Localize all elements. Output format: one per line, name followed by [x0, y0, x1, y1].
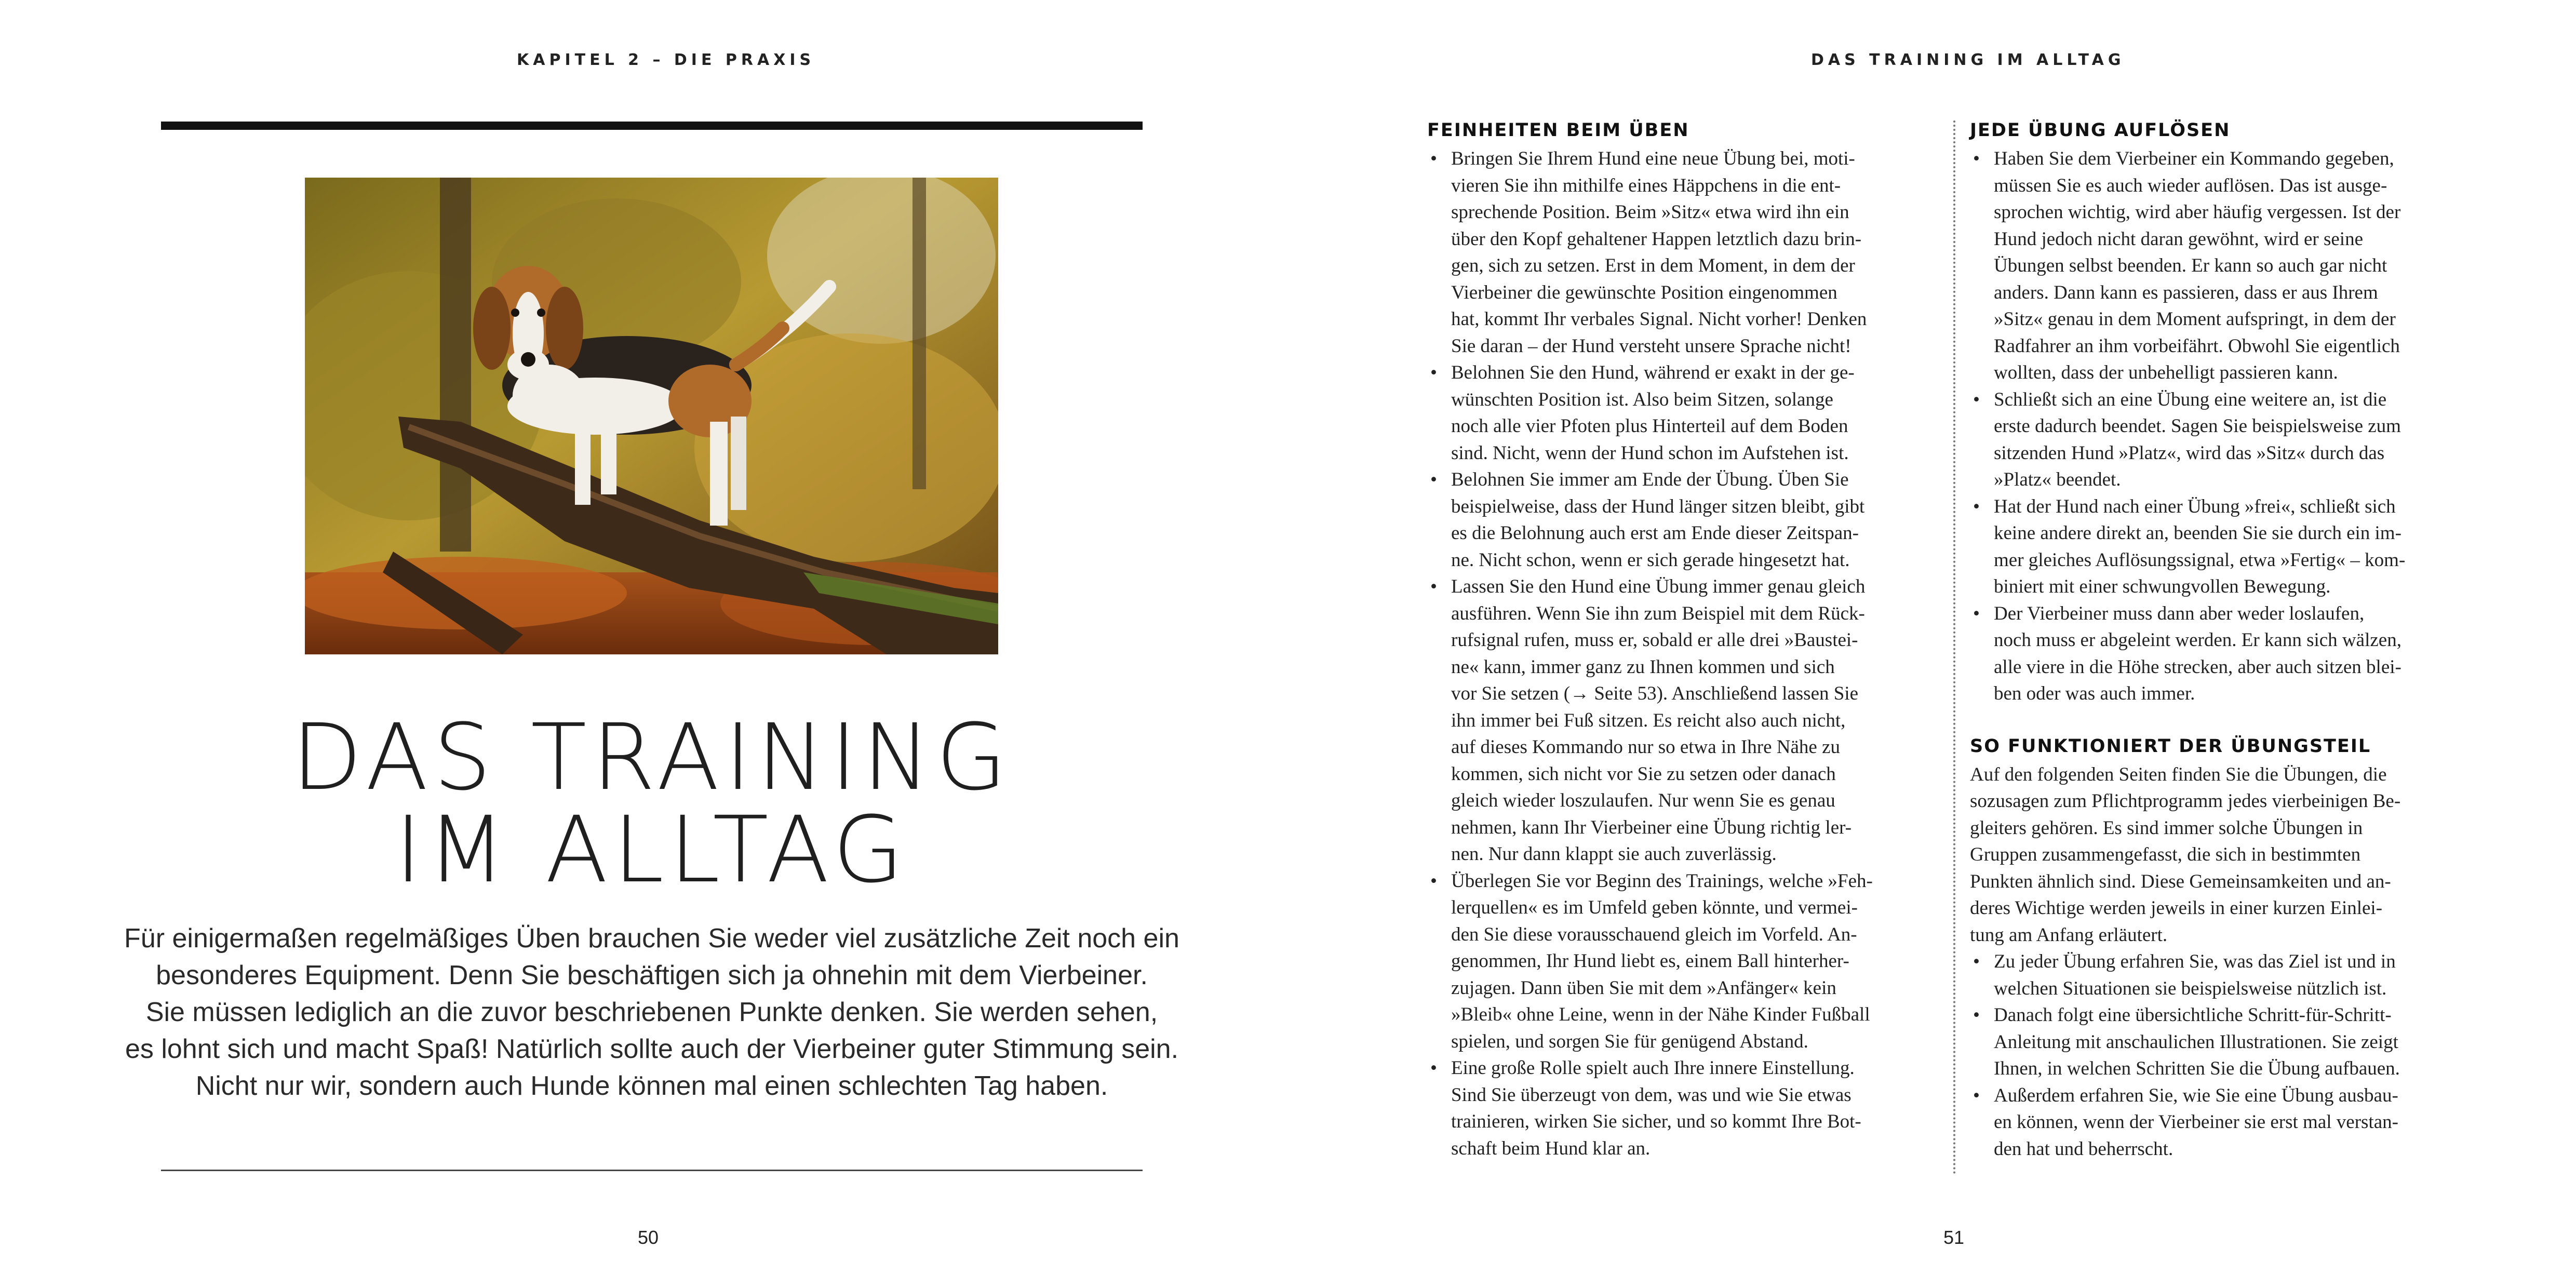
text-line: sind. Nicht, wenn der Hund schon im Aufstehen ist.	[1451, 442, 1849, 464]
text-line: mer gleiches Auflösungssignal, etwa »Fertig« – kom-	[1994, 549, 2406, 571]
text-line: Übungen selbst beenden. Er kann so auch gar nicht	[1994, 255, 2387, 276]
text-line: ben oder was auch immer.	[1994, 683, 2195, 704]
text-line: • Schließt sich an eine Übung eine weitere an, ist die	[1994, 388, 2387, 410]
text-line: »Platz« beendet.	[1994, 469, 2121, 490]
intro-line: Sie müssen lediglich an die zuvor beschriebenen Punkte denken. Sie werden sehen,	[145, 997, 1158, 1027]
chapter-title	[161, 704, 1143, 903]
column-divider	[1953, 120, 1955, 1175]
text-line: ne« kann, immer ganz zu Ihnen kommen und sich	[1451, 656, 1835, 678]
text-line: anders. Dann kann es passieren, dass er aus Ihrem	[1994, 281, 2378, 303]
text-line: vor Sie setzen (→ Seite 53). Anschließend lassen Sie	[1451, 683, 1859, 704]
bullet-item	[1427, 868, 1947, 1055]
bullet-list	[1427, 145, 1947, 1162]
text-line: gleiters gehören. Es sind immer solche Übungen in	[1970, 817, 2363, 839]
section-paragraph	[1970, 761, 2489, 949]
text-line: rufsignal rufen, muss er, sobald er alle drei »Baustei-	[1451, 629, 1858, 651]
column-right	[1970, 117, 2489, 1162]
text-line: »Bleib« ohne Leine, wenn in der Nähe Kinder Fußball	[1451, 1004, 1870, 1025]
bullet-item	[1427, 466, 1947, 573]
section-heading: FEINHEITEN BEIM ÜBEN	[1427, 120, 1689, 141]
text-line: alle viere in die Höhe strecken, aber auch sitzen blei-	[1994, 656, 2401, 678]
text-line: • Belohnen Sie den Hund, während er exakt in der ge-	[1451, 362, 1855, 383]
text-line: auf dieses Kommando nur so etwa in Ihre Nähe zu	[1451, 736, 1841, 758]
text-line: • Außerdem erfahren Sie, wie Sie eine Übung ausbau-	[1994, 1084, 2398, 1106]
text-line: »Sitz« genau in dem Moment aufspringt, in dem der	[1994, 308, 2396, 330]
text-line: deres Wichtige werden jeweils in einer kurzen Einlei-	[1970, 897, 2383, 919]
text-line: • Zu jeder Übung erfahren Sie, was das Ziel ist und in	[1994, 951, 2396, 972]
text-line: ausführen. Wenn Sie ihn zum Beispiel mit dem Rück-	[1451, 602, 1865, 624]
intro-line: es lohnt sich und macht Spaß! Natürlich sollte auch der Vierbeiner guter Stimmung sein.	[125, 1034, 1179, 1064]
intro-line: besonderes Equipment. Denn Sie beschäftigen sich ja ohnehin mit dem Vierbeiner.	[156, 960, 1148, 990]
text-line: en können, wenn der Vierbeiner sie erst mal verstan-	[1994, 1111, 2398, 1133]
text-line: • Lassen Sie den Hund eine Übung immer genau gleich	[1451, 576, 1866, 597]
text-line: nen. Nur dann klappt sie auch zuverlässig.	[1451, 843, 1777, 865]
text-line: genommen, Ihr Hund liebt es, einem Ball hinterher-	[1451, 950, 1849, 972]
text-line: erste dadurch beendet. Sagen Sie beispielsweise zum	[1994, 415, 2401, 437]
text-line: ne. Nicht schon, wenn er sich gerade hingesetzt hat.	[1451, 549, 1850, 571]
text-line: • Danach folgt eine übersichtliche Schritt-für-Schritt-	[1994, 1004, 2392, 1026]
text-line: Sind Sie überzeugt von dem, was und wie Sie etwas	[1451, 1084, 1852, 1106]
text-line: Vierbeiner die gewünschte Position eingenommen	[1451, 281, 1837, 303]
chapter-title-line: DAS TRAINING	[291, 704, 1012, 811]
bullet-item	[1970, 1082, 2489, 1163]
text-line: • Hat der Hund nach einer Übung »frei«, schließt sich	[1994, 495, 2396, 517]
text-line: Hund jedoch nicht daran gewöhnt, wird er seine	[1994, 228, 2364, 250]
text-line: nehmen, kann Ihr Vierbeiner eine Übung richtig ler-	[1451, 816, 1852, 838]
text-line: • Eine große Rolle spielt auch Ihre innere Einstellung.	[1451, 1057, 1855, 1079]
text-line: sozusagen zum Pflichtprogramm jedes vierbeinigen Be-	[1970, 790, 2401, 812]
text-line: sprechende Position. Beim »Sitz« etwa wird ihn ein	[1451, 202, 1849, 223]
beagle-photo	[305, 178, 998, 654]
text-line: tung am Anfang erläutert.	[1970, 924, 2168, 946]
text-line: Anleitung mit anschaulichen Illustrationen. Sie zeigt	[1994, 1031, 2398, 1053]
text-line: gen, sich zu setzen. Erst in dem Moment, in dem der	[1451, 255, 1855, 276]
running-head-left: KAPITEL 2 – DIE PRAXIS	[517, 51, 815, 69]
intro-paragraph	[114, 920, 1189, 1105]
text-line: • Belohnen Sie immer am Ende der Übung. Üben Sie	[1451, 469, 1849, 490]
text-line: sprochen wichtig, wird aber häufig vergessen. Ist der	[1994, 202, 2401, 223]
text-line: es die Belohnung auch erst am Ende dieser Zeitspan-	[1451, 522, 1859, 544]
page-number-left: 50	[638, 1227, 659, 1248]
text-line: • Bringen Sie Ihrem Hund eine neue Übung bei, moti-	[1451, 148, 1855, 169]
bullet-item	[1427, 573, 1947, 868]
bottom-rule	[161, 1170, 1143, 1171]
text-line: biniert mit einer schwungvollen Bewegung.	[1994, 576, 2331, 597]
intro-line: Für einigermaßen regelmäßiges Üben brauchen Sie weder viel zusätzliche Zeit noch ein	[124, 923, 1179, 954]
text-line: noch alle vier Pfoten plus Hinterteil auf dem Boden	[1451, 415, 1848, 437]
text-line: kommen, sich nicht vor Sie zu setzen oder danach	[1451, 763, 1836, 785]
column-left	[1427, 117, 1947, 1162]
text-line: über den Kopf gehaltener Happen letztlich dazu brin-	[1451, 228, 1862, 250]
bullet-item	[1970, 600, 2489, 707]
text-line: wünschten Position ist. Also beim Sitzen, solange	[1451, 388, 1833, 410]
bullet-item	[1970, 493, 2489, 600]
page-number-right: 51	[1943, 1227, 1965, 1248]
text-line: beispielweise, dass der Hund länger sitzen bleibt, gibt	[1451, 495, 1865, 517]
text-line: lerquellen« es im Umfeld geben könnte, und vermei-	[1451, 897, 1858, 918]
text-line: vieren Sie ihn mithilfe eines Häppchens in die ent-	[1451, 175, 1841, 196]
text-line: wollten, dass der unbehelligt passieren kann.	[1994, 362, 2338, 383]
bullet-item	[1970, 386, 2489, 493]
intro-line: Nicht nur wir, sondern auch Hunde können mal einen schlechten Tag haben.	[195, 1071, 1108, 1101]
text-line: zujagen. Dann üben Sie mit dem »Anfänger« kein	[1451, 977, 1836, 999]
bullet-item	[1427, 145, 1947, 359]
bullet-list	[1970, 948, 2489, 1162]
running-head-right: DAS TRAINING IM ALLTAG	[1811, 51, 2125, 69]
right-page	[1288, 0, 2576, 1288]
text-line: • Haben Sie dem Vierbeiner ein Kommando gegeben,	[1994, 148, 2394, 169]
text-line: keine andere direkt an, beenden Sie sie durch ein im-	[1994, 522, 2401, 544]
text-line: den Sie diese vorausschauend gleich im Vorfeld. An-	[1451, 923, 1857, 945]
text-line: Punkten ähnlich sind. Diese Gemeinsamkeiten und an-	[1970, 870, 2391, 892]
text-line: Gruppen zusammengefasst, die sich in bestimmten	[1970, 844, 2361, 865]
bullet-item	[1427, 1055, 1947, 1162]
text-line: den hat und beherrscht.	[1994, 1138, 2174, 1160]
text-line: • Überlegen Sie vor Beginn des Trainings, welche »Feh-	[1451, 870, 1873, 892]
top-rule	[161, 122, 1143, 130]
text-line: Radfahrer an ihm vorbeifährt. Obwohl Sie eigentlich	[1994, 335, 2400, 357]
text-line: hat, kommt Ihr verbales Signal. Nicht vorher! Denken	[1451, 308, 1867, 330]
text-line: ihn immer bei Fuß sitzen. Es reicht also auch nicht,	[1451, 709, 1846, 731]
text-line: • Der Vierbeiner muss dann aber weder loslaufen,	[1994, 602, 2365, 624]
text-line: trainieren, wirken Sie sicher, und so kommt Ihre Bot-	[1451, 1111, 1861, 1132]
bullet-item	[1970, 948, 2489, 1002]
text-line: spielen, und sorgen Sie für genügend Abstand.	[1451, 1030, 1808, 1052]
text-line: schaft beim Hund klar an.	[1451, 1137, 1651, 1159]
text-line: welchen Situationen sie beispielsweise nützlich ist.	[1994, 977, 2387, 999]
text-line: müssen Sie es auch wieder auflösen. Das ist ausge-	[1994, 175, 2387, 196]
bullet-list	[1970, 145, 2489, 707]
section-heading: SO FUNKTIONIERT DER ÜBUNGSTEIL	[1970, 735, 2371, 757]
text-line: gleich wieder loszulaufen. Nur wenn Sie es genau	[1451, 790, 1835, 811]
text-line: Auf den folgenden Seiten finden Sie die Übungen, die	[1970, 763, 2387, 785]
bullet-item	[1427, 359, 1947, 466]
bullet-item	[1970, 145, 2489, 386]
text-line: sitzenden Hund »Platz«, wird das »Sitz« durch das	[1994, 442, 2385, 464]
text-line: Sie daran – der Hund versteht unsere Sprache nicht!	[1451, 335, 1852, 357]
text-line: Ihnen, in welchen Schritten Sie die Übung aufbauen.	[1994, 1058, 2400, 1079]
text-line: noch muss er abgeleint werden. Er kann sich wälzen,	[1994, 629, 2401, 651]
chapter-title-line: IM ALLTAG	[395, 797, 909, 903]
section-heading: JEDE ÜBUNG AUFLÖSEN	[1970, 120, 2231, 141]
bullet-item	[1970, 1002, 2489, 1082]
